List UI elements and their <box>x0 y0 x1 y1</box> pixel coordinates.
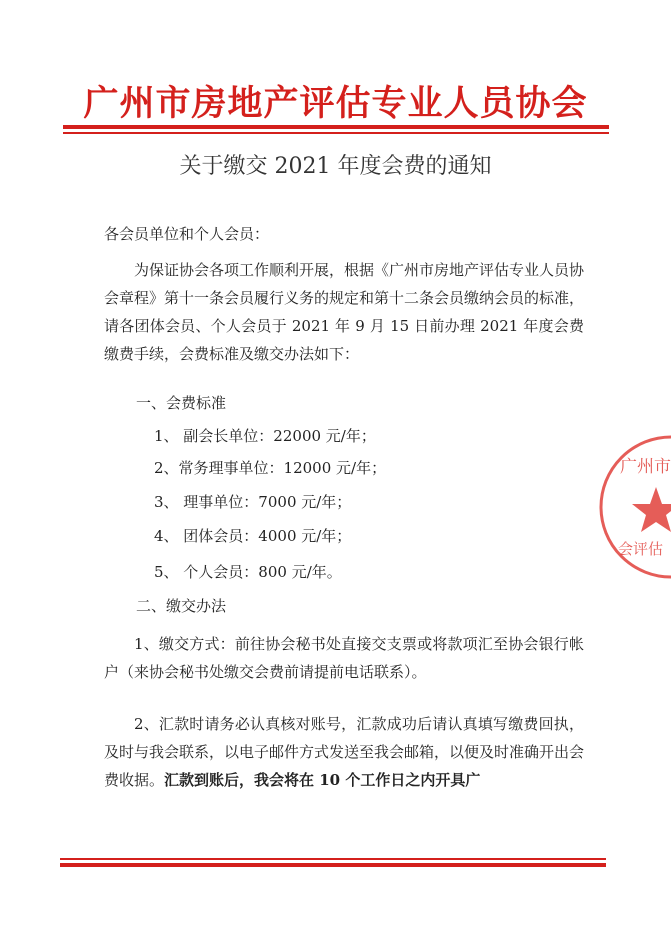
fee-item: 1、 副会长单位：22000 元/年； <box>154 427 376 445</box>
header-rule-thick <box>63 125 609 129</box>
intro-paragraph: 为保证协会各项工作顺利开展，根据《广州市房地产评估专业人员协会章程》第十一条会员履行义务的规定和第十二条会员缴纳会员的标准，请各团体会员、个人会员于 2021 年 9 月 15 日前办理 2021 年度会费缴费手续，会费标准及缴交办法如下： <box>104 261 585 363</box>
payment-method-2-bold-text: 汇款到账后，我会将在 10 个工作日之内开具广 <box>164 771 481 789</box>
fee-item: 5、 个人会员：800 元/年。 <box>154 563 342 581</box>
payment-method-1: 1、缴交方式：前往协会秘书处直接交支票或将款项汇至协会银行帐户（来协会秘书处缴交会费前请提前电话联系）。 <box>104 635 584 681</box>
fee-item: 2、常务理事单位：12000 元/年； <box>154 459 387 477</box>
org-name-header: 广州市房地产评估专业人员协会 <box>83 83 588 124</box>
official-seal-stamp <box>596 432 671 582</box>
section-heading-fee-standard: 一、会费标准 <box>136 394 227 412</box>
salutation: 各会员单位和个人会员： <box>104 225 270 243</box>
footer-rule-thick <box>60 863 606 867</box>
stamp-text-top: 广州市 <box>620 457 671 477</box>
payment-method-2-text: 2、汇款时请务必认真核对账号，汇款成功后请认真填写缴费回执，及时与我会联系，以电子邮件方式发送至我会邮箱，以便及时准确开出会费收据。 <box>104 715 585 789</box>
fee-item: 3、 理事单位：7000 元/年； <box>154 493 352 511</box>
section-heading-payment-method: 二、缴交办法 <box>136 597 227 615</box>
stamp-text-bottom: 会评估 <box>618 540 664 558</box>
notice-title: 关于缴交 2021 年度会费的通知 <box>179 154 492 179</box>
fee-item: 4、 团体会员：4000 元/年； <box>154 527 352 545</box>
payment-method-2 <box>104 710 584 794</box>
footer-rule-thin <box>60 858 606 860</box>
header-rule-thin <box>63 132 609 134</box>
